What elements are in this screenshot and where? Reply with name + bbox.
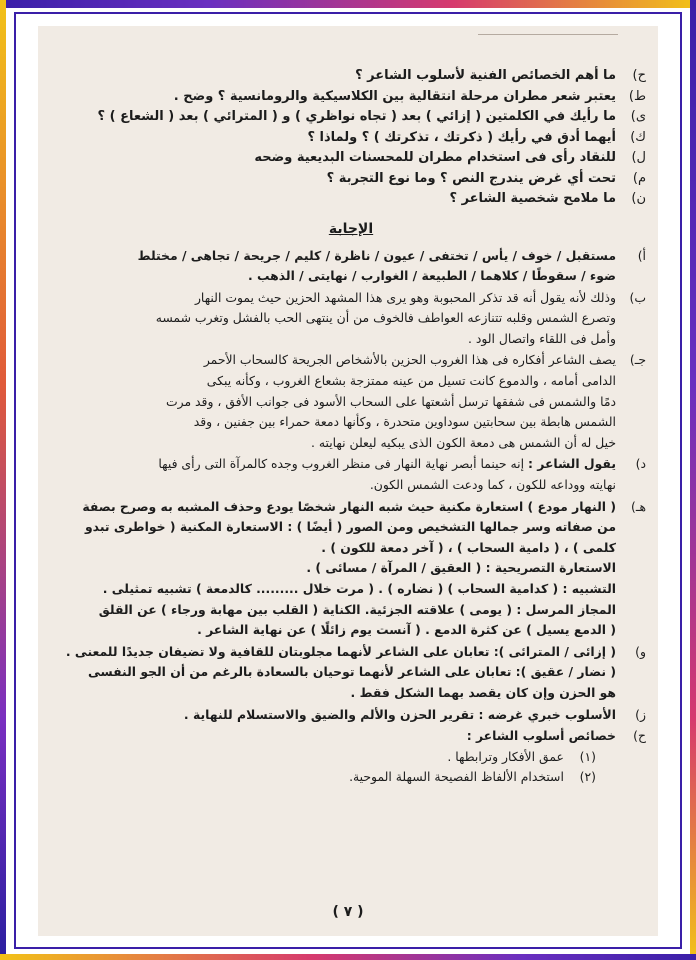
question-letter: ى) — [630, 109, 646, 124]
question-item — [56, 87, 646, 108]
answer-line: وتصرع الشمس وقلبه تتنازعه العواطف فالخوف من أن ينتهى الحب بالفشل وتغرب شمسه — [155, 310, 616, 326]
question-text: ما أهم الخصائص الفنية لأسلوب الشاعر ؟ — [355, 68, 616, 83]
answer-line — [56, 454, 616, 475]
answer-item-g — [56, 705, 646, 726]
answer-letter: ز) — [635, 706, 646, 722]
question-text: ما رأيك في الكلمتين ( إزائي ) بعد ( تجاه نواظري ) و ( المترائي ) بعد ( الشعاع ) ؟ — [97, 109, 616, 124]
answer-letter: د) — [635, 456, 646, 472]
answer-line: الأسلوب خبري غرضه : تقرير الحزن والألم والضيق والاستسلام للنهاية . — [183, 706, 616, 722]
answer-line: الشمس هابطة بين سحابتين سوداوين متحدرة ، وكأنها دمعة حمراء بين جفنين ، وقد — [193, 414, 616, 430]
header-strip — [478, 26, 618, 35]
question-item — [56, 148, 646, 169]
answer-line: مستقبل / خوف / يأس / تختفى / عيون / ناظرة / كليم / جريحة / تجاهى / مختلط — [137, 247, 616, 263]
answer-item-c — [56, 350, 646, 453]
list-item-number: (١) — [579, 748, 596, 764]
decorative-border-right — [690, 0, 696, 960]
answer-line: وأمل فى اللقاء واتصال الود . — [467, 330, 616, 346]
answer-line: ضوء / سقوطًا / كلاهما / الطبيعة / الغوارب / نهايتى / الذهب . — [248, 268, 616, 284]
list-item — [56, 767, 616, 788]
decorative-border-left — [0, 0, 6, 960]
answer-line: المجاز المرسل : ( يومى ) علاقته الجزئية. الكناية ( القلب بين مهابة ورجاء ) عن القلق — [98, 601, 616, 617]
decorative-border-top — [0, 0, 696, 8]
answer-line: وذلك لأنه يقول أنه قد تذكر المحبوبة وهو يرى هذا المشهد الحزين حيث يموت النهار — [194, 289, 616, 305]
question-text: تحت أي غرض يندرج النص ؟ وما نوع التجربة ؟ — [326, 170, 616, 186]
answer-letter: و) — [635, 643, 646, 659]
question-letter: ط) — [628, 88, 646, 104]
list-item — [56, 747, 616, 768]
answer-item-f — [56, 642, 646, 704]
answer-line: التشبيه : ( كدامية السحاب ) ( نضاره ) . ( مرت خلال ......... كالدمعة ) تشبيه تمثيلى . — [102, 581, 616, 596]
answer-letter: ب) — [629, 289, 646, 305]
answer-line: دمًا والشمس فى شفقها ترسل أشعتها على السحاب الأسود فى جوانب الأفق ، وقد مرت — [165, 393, 616, 409]
question-letter: ن) — [631, 191, 646, 206]
answer-item-b — [56, 288, 646, 350]
answers-list — [56, 246, 646, 788]
question-letter: ل) — [631, 150, 646, 165]
answer-letter: ح) — [633, 728, 646, 744]
answer-line: نهايته ووداعه للكون ، كما ودعت الشمس الكون. — [369, 477, 616, 493]
list-item-text: استخدام الألفاظ الفصيحة السهلة الموحية. — [349, 769, 564, 785]
answer-line: ( النهار مودع ) استعارة مكنية حيث شبه النهار شخصًا يودع وحذف المشبه به وصرح بصفة — [82, 498, 616, 514]
answer-line: من صفاته وسر جمالها التشخيص ومن الصور ( أيضًا ) : الاستعارة المكنية ( خواطرى تبدو — [84, 519, 616, 535]
answer-item-d — [56, 454, 646, 495]
scanned-page — [38, 26, 658, 936]
question-text: للنقاد رأى فى استخدام مطران للمحسنات البديعية وضحه — [254, 150, 616, 165]
answer-letter: جـ) — [629, 352, 646, 368]
question-text: أيهما أدق في رأيك ( ذكرتك ، تذكرتك ) ؟ ولماذا ؟ — [307, 129, 616, 145]
questions-list — [56, 66, 646, 210]
answer-letter: هـ) — [631, 498, 646, 514]
answer-line: كلمى ) ، ( دامية السحاب ) ، ( آخر دمعة للكون ) . — [321, 539, 616, 555]
answer-item-a — [56, 246, 646, 287]
answer-item-h — [56, 726, 646, 788]
question-letter: ح) — [632, 68, 646, 83]
answer-line: ( إزائى / المترائى ): تعابان على الشاعر لأنهما مجلوبتان للقافية ولا تضيفان جديدًا للمعنى . — [65, 643, 616, 659]
answer-item-e — [56, 497, 646, 641]
page-content — [56, 66, 646, 789]
question-text: ما ملامح شخصية الشاعر ؟ — [449, 191, 616, 206]
decorative-border-bottom — [0, 954, 696, 960]
question-item — [56, 169, 646, 190]
answer-line: الدامى أمامه ، والدموع كانت تسيل من عينه ممتزجة بشعاع الغروب ، وكأنه يبكى — [206, 373, 616, 389]
answer-letter: أ) — [637, 247, 646, 263]
question-text: يعتبر شعر مطران مرحلة انتقالية بين الكلاسيكية والرومانسية ؟ وضح . — [173, 88, 616, 104]
answer-first-text: إنه حينما أبصر نهاية النهار فى منظر الغروب وجده كالمرآة التى رأى فيها — [158, 456, 528, 472]
question-item — [56, 189, 646, 210]
answer-line: يصف الشاعر أفكاره فى هذا الغروب الحزين بالأشخاص الجريحة كالسحاب الأحمر — [203, 352, 616, 368]
question-letter: ك) — [630, 129, 646, 145]
list-item-text: عمق الأفكار وترابطها . — [447, 748, 564, 764]
answer-title: خصائص أسلوب الشاعر : — [466, 728, 616, 744]
answers-heading: الإجابة — [328, 220, 374, 237]
list-item-number: (٢) — [579, 769, 596, 785]
answer-line: الاستعارة التصريحية : ( العقيق / المرآة / مسائى ) . — [306, 560, 616, 576]
page-number: ( ٧ ) — [332, 904, 364, 920]
answer-line: ( نضار / عقيق ): تعابان على الشاعر لأنهما توحيان بالسعادة بالرغم من أن الجو النفسى — [88, 664, 616, 680]
question-letter: م) — [632, 170, 646, 186]
answer-line: هو الحزن وإن كان يقصد بهما الشكل فقط . — [350, 684, 616, 700]
question-item — [56, 128, 646, 149]
answer-line: ( الدمع يسيل ) عن كثرة الدمع . ( آنست يوم زائلًا ) عن نهاية الشاعر . — [197, 622, 616, 638]
question-item — [56, 107, 646, 128]
question-item — [56, 66, 646, 87]
answer-line: خيل له أن الشمس هى دمعة الكون الذى يبكيه ليعلن نهايته . — [310, 434, 616, 450]
answer-lead: يقول الشاعر : — [527, 456, 616, 472]
